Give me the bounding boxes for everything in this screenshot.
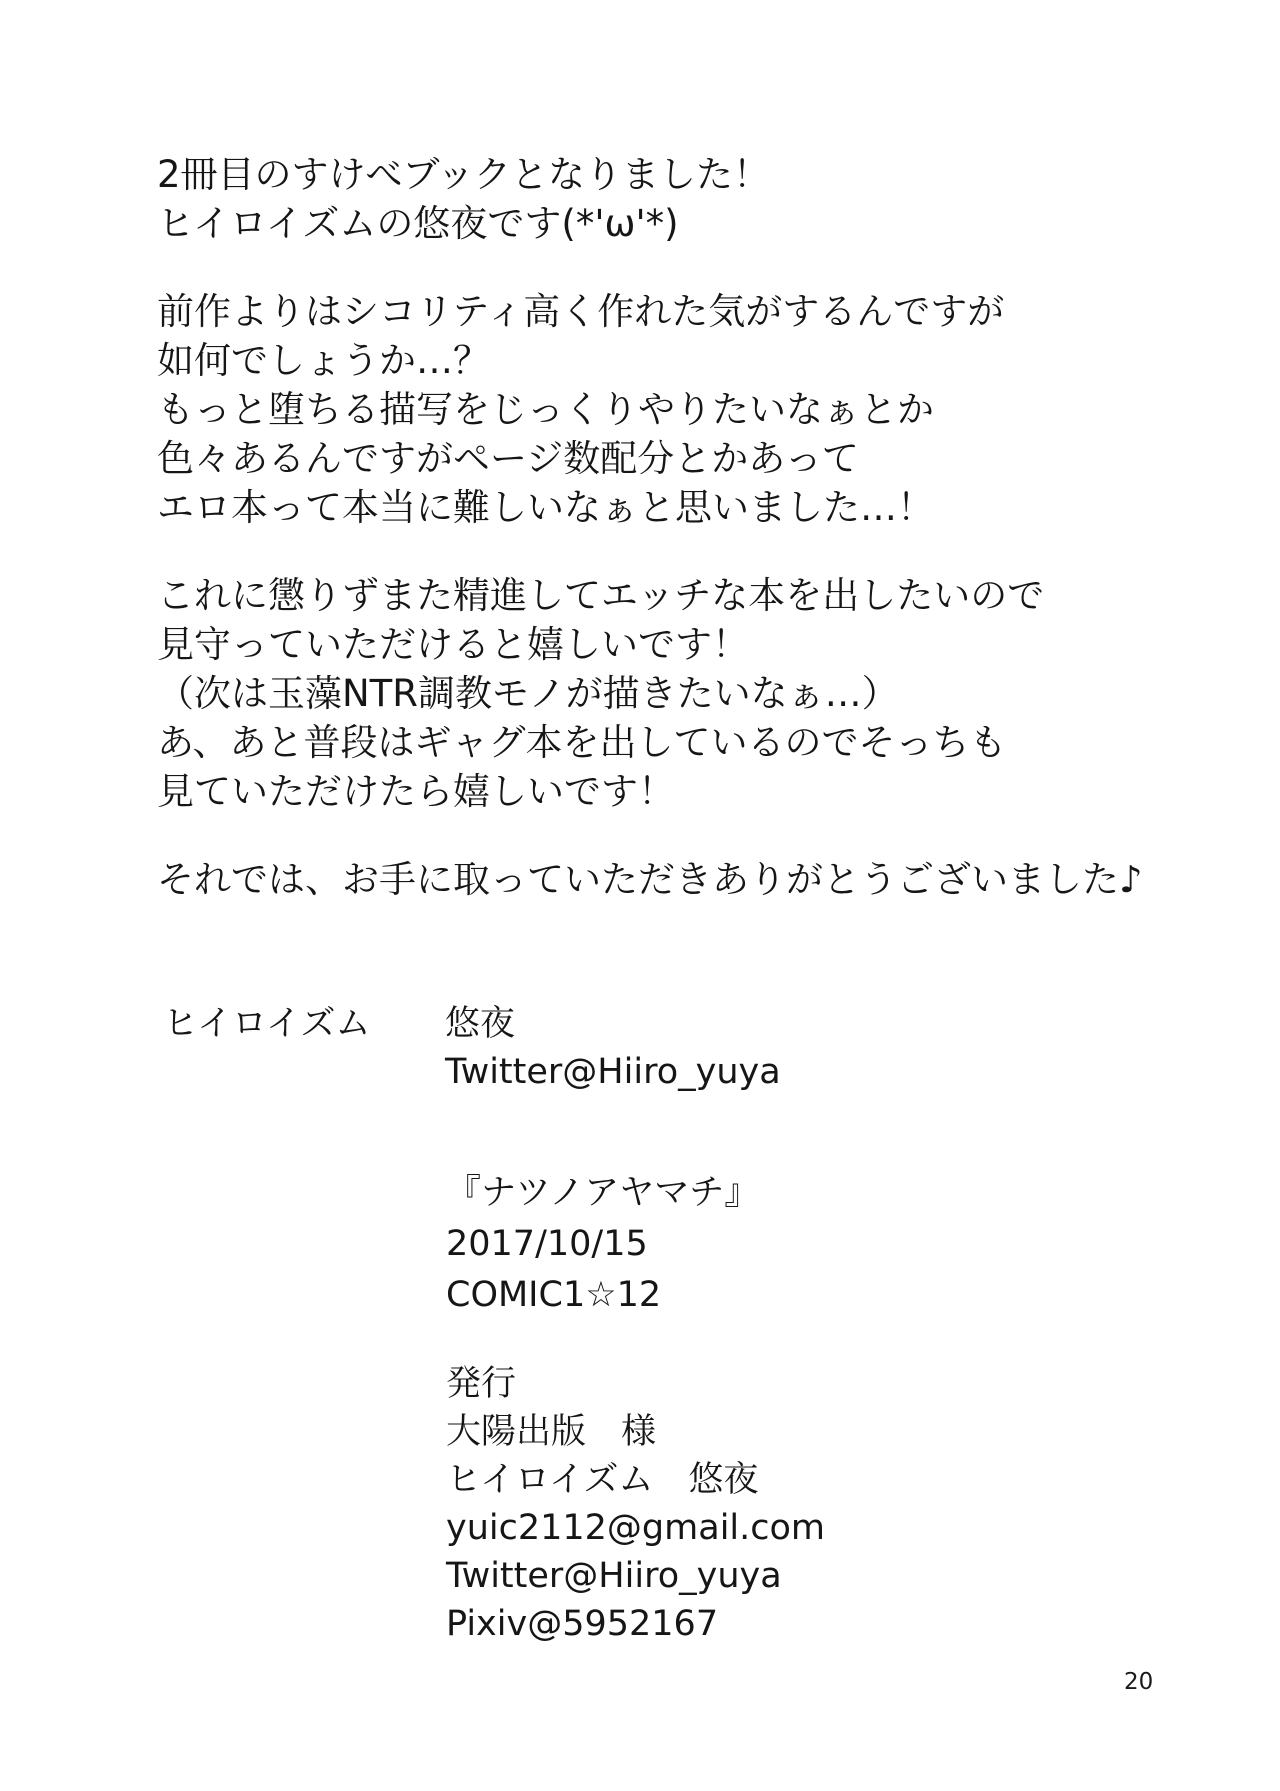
book-title: 『ナツノアヤマチ』 [446,1173,760,1213]
afterword-paragraph-greeting [157,150,1143,248]
text-line: これに懲りずまた精進してエッチな本を出したいので [157,574,1045,617]
book-date: 2017/10/15 [446,1224,648,1264]
author-name: 悠夜 [445,1004,516,1044]
text-line: 色々あるんですがページ数配分とかあって [157,437,859,480]
afterword-body [157,150,1143,943]
text-line: 如何でしょうか…？ [157,339,490,382]
text-line: 2冊目のすけべブックとなりました！ [157,153,770,196]
publication-twitter: Twitter@Hiiro_yuya [446,1556,782,1596]
author-twitter: Twitter@Hiiro_yuya [445,1052,781,1092]
publication-circle-author: ヒイロイズム 悠夜 [446,1460,759,1500]
afterword-paragraph-reflection [157,287,1143,532]
afterword-paragraph-thanks [157,855,1143,904]
book-event: COMIC1☆12 [446,1275,662,1315]
text-line: 前作よりはシコリティ高く作れた気がするんですが [157,290,1005,333]
afterword-paragraph-future [157,571,1143,816]
text-line: ヒイロイズムの悠夜です(*'ω'*) [157,202,679,245]
text-line: （次は玉藻NTR調教モノが描きたいなぁ…） [157,672,899,715]
publication-email: yuic2112@gmail.com [446,1508,826,1548]
circle-name: ヒイロイズム [163,1004,371,1044]
text-line: あ、あと普段はギャグ本を出しているのでそっちも [157,721,1007,764]
credits-header [163,1000,781,1096]
text-line: 見守っていただけると嬉しいです！ [157,623,749,666]
book-info [446,1168,759,1321]
publication-pixiv: Pixiv@5952167 [446,1604,719,1644]
publication-printer: 大陽出版 様 [446,1412,657,1452]
publication-heading: 発行 [446,1364,517,1404]
text-line: もっと堕ちる描写をじっくりやりたいなぁとか [157,388,934,431]
publication-info [446,1360,825,1648]
text-line: 見ていただけたら嬉しいです！ [157,770,675,813]
text-line: それでは、お手に取っていただきありがとうございました♪ [157,858,1143,901]
page-number: 20 [1124,1669,1154,1695]
author-column [445,1000,781,1096]
text-line: エロ本って本当に難しいなぁと思いました…！ [157,486,934,529]
